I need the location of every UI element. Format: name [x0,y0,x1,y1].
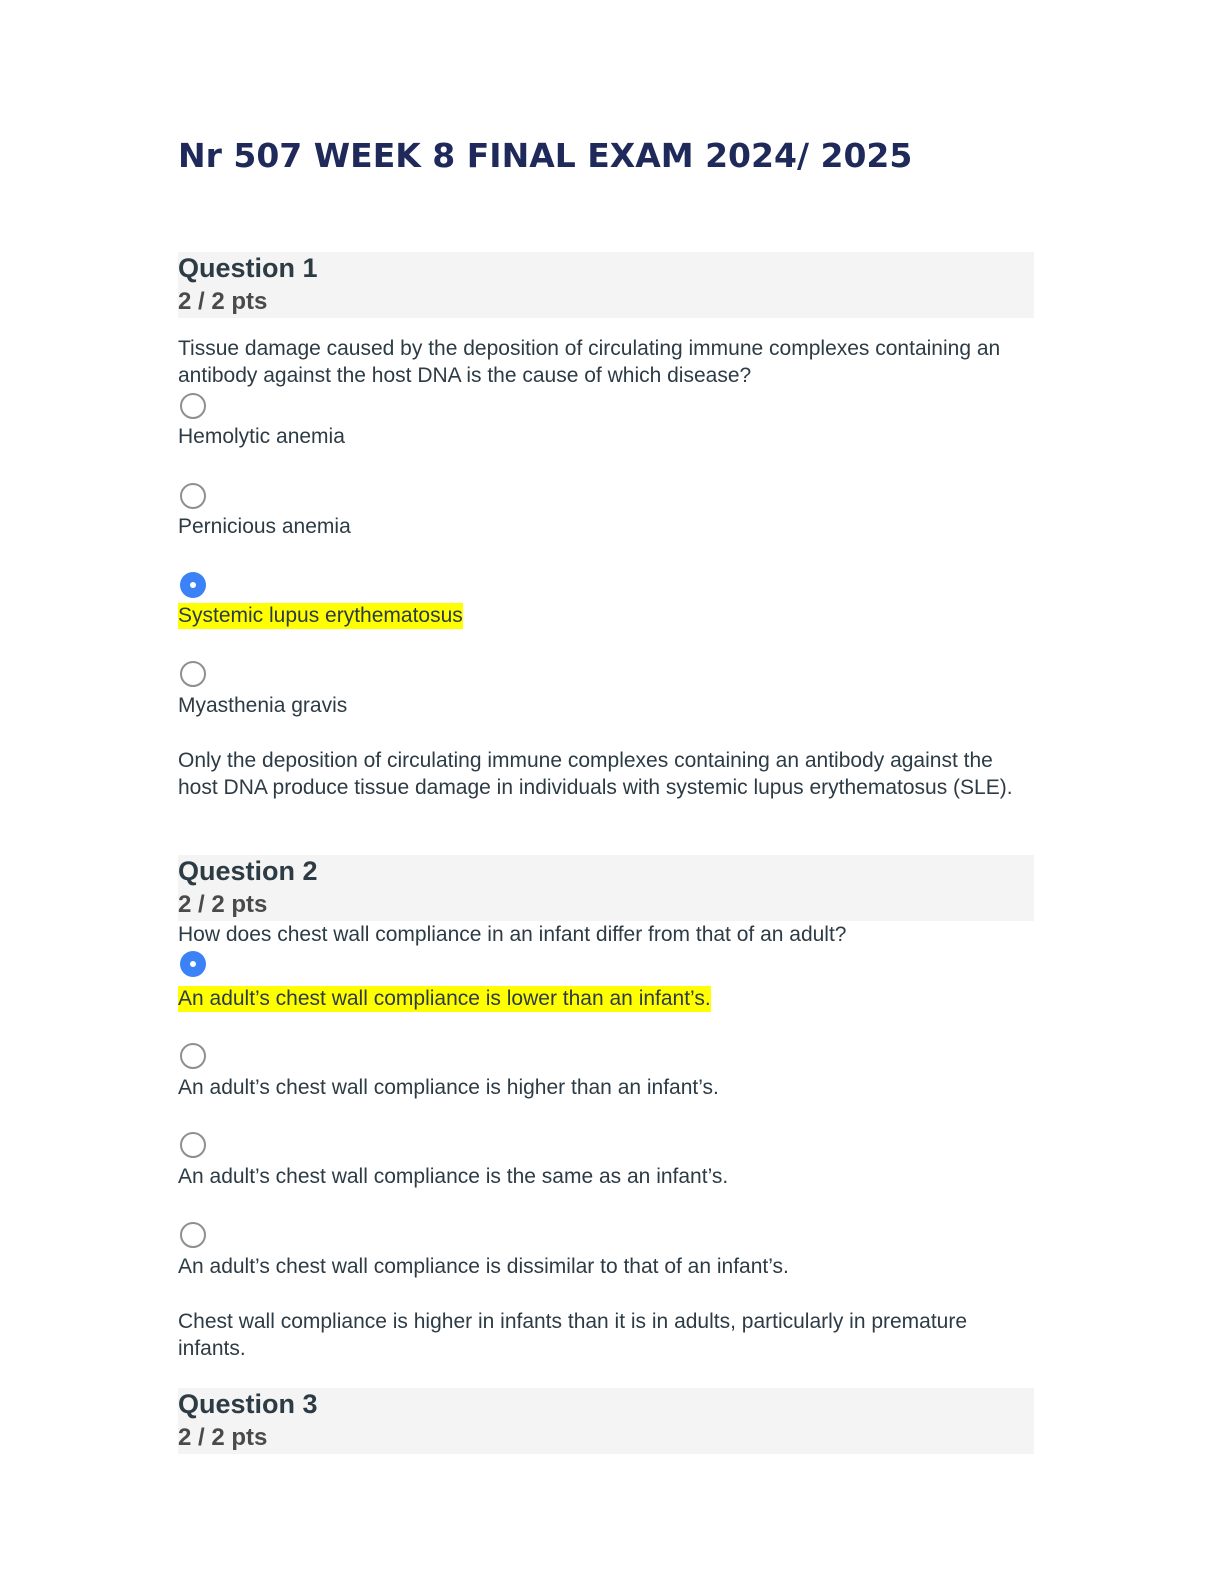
answer-label-higher: An adult’s chest wall compliance is higher than an infant’s. [178,1076,719,1099]
answer-label-dissimilar: An adult’s chest wall compliance is dissimilar to that of an infant’s. [178,1255,789,1278]
answer-label-lower: An adult’s chest wall compliance is lower than an infant’s. [178,987,711,1010]
question-text: Tissue damage caused by the deposition of circulating immune complexes containing an antibody against the host DNA is the cause of which disease? [178,337,1001,387]
question-header [178,1388,1034,1454]
question-header [178,252,1034,318]
answer-radio-higher[interactable] [180,1043,206,1069]
answer-radio-lower-selected[interactable] [180,951,206,977]
document-title: Nr 507 WEEK 8 FINAL EXAM 2024/ 2025 [178,136,913,175]
answer-label-systemic-lupus: Systemic lupus erythematosus [178,604,463,627]
answer-feedback: Only the deposition of circulating immune complexes containing an antibody against the host DNA produce tissue damage in individuals with systemic lupus erythematosus (SLE). [178,749,1013,799]
answer-radio-myasthenia-gravis[interactable] [180,661,206,687]
answer-label-hemolytic-anemia: Hemolytic anemia [178,425,345,448]
answer-label-same: An adult’s chest wall compliance is the same as an infant’s. [178,1165,729,1188]
question-title: Question 1 [178,253,318,283]
answer-radio-dissimilar[interactable] [180,1222,206,1248]
answer-label-pernicious-anemia: Pernicious anemia [178,515,351,538]
answer-radio-hemolytic-anemia[interactable] [180,393,206,419]
question-points: 2 / 2 pts [178,288,268,315]
answer-radio-same[interactable] [180,1132,206,1158]
answer-radio-pernicious-anemia[interactable] [180,483,206,509]
question-points: 2 / 2 pts [178,891,268,918]
answer-feedback: Chest wall compliance is higher in infants than it is in adults, particularly in premature infants. [178,1310,968,1360]
answer-label-myasthenia-gravis: Myasthenia gravis [178,694,348,717]
question-header [178,855,1034,921]
question-title: Question 3 [178,1389,318,1419]
question-text: How does chest wall compliance in an infant differ from that of an adult? [178,923,847,946]
question-title: Question 2 [178,856,318,886]
answer-radio-systemic-lupus-selected[interactable] [180,572,206,598]
question-points: 2 / 2 pts [178,1424,268,1451]
